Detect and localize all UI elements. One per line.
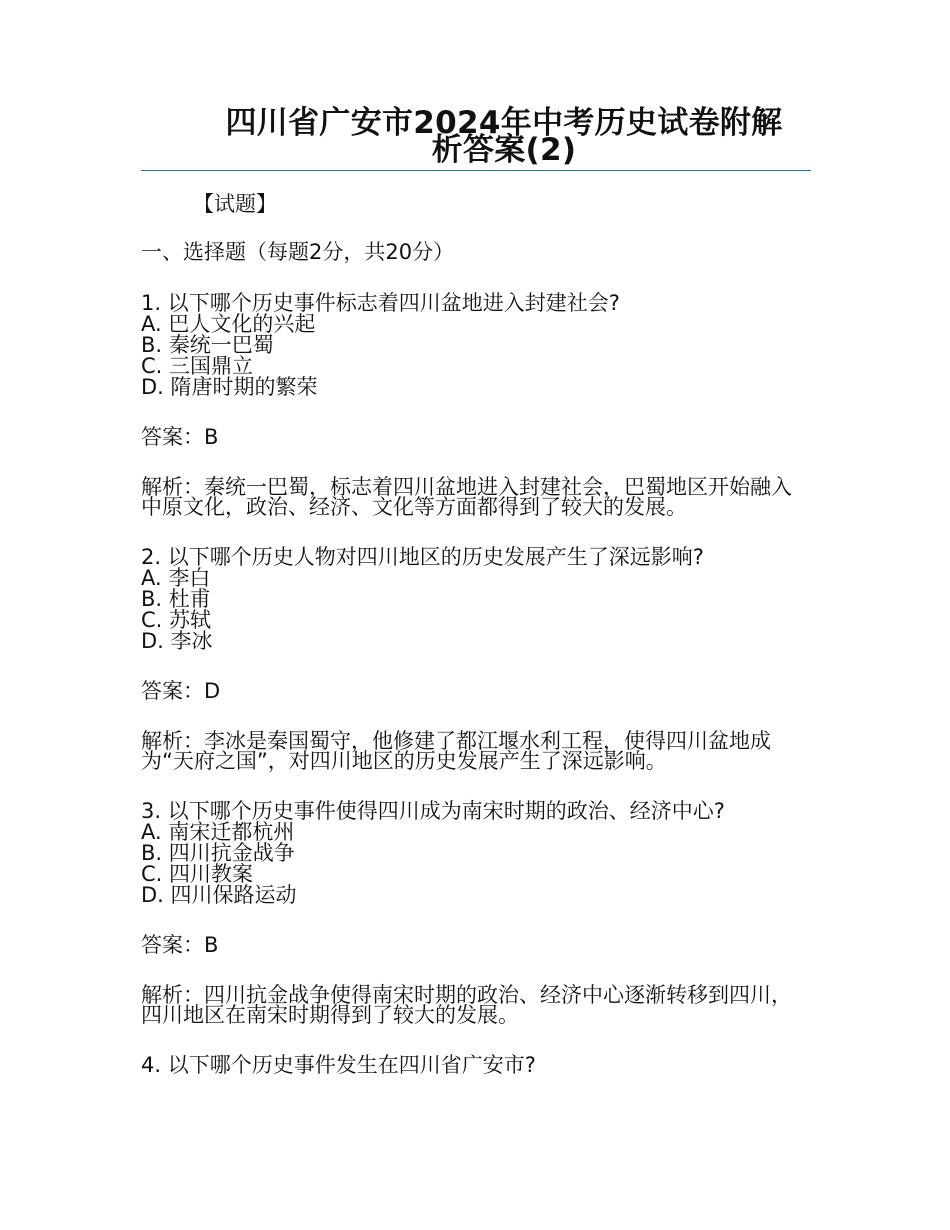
question-text: 1. 以下哪个历史事件标志着四川盆地进入封建社会? bbox=[141, 291, 620, 315]
title-underline bbox=[141, 170, 811, 171]
question-4 bbox=[141, 1055, 811, 1076]
section-heading: 一、选择题（每题2分，共20分） bbox=[141, 240, 455, 264]
option-a: A. 李白 bbox=[141, 566, 211, 590]
option-a: A. 巴人文化的兴起 bbox=[141, 312, 316, 336]
title-line-2: 析答案(2) bbox=[431, 132, 577, 168]
question-text: 4. 以下哪个历史事件发生在四川省广安市? bbox=[141, 1053, 536, 1077]
explanation-2: 解析：李冰是秦国蜀守，他修建了都江堰水利工程，使得四川盆地成为“天府之国”，对四川地区的历史发展产生了深远影响。 bbox=[141, 729, 771, 773]
question-3 bbox=[141, 801, 811, 906]
explanation-1: 解析：秦统一巴蜀，标志着四川盆地进入封建社会，巴蜀地区开始融入中原文化，政治、经济、文化等方面都得到了较大的发展。 bbox=[141, 475, 792, 519]
option-b: B. 杜甫 bbox=[141, 587, 211, 611]
answer-2: 答案：D bbox=[141, 679, 221, 703]
option-c: C. 四川教案 bbox=[141, 862, 254, 886]
option-d: D. 四川保路运动 bbox=[141, 883, 297, 907]
document-page bbox=[141, 100, 811, 1076]
option-c: C. 苏轼 bbox=[141, 608, 212, 632]
option-b: B. 四川抗金战争 bbox=[141, 841, 295, 865]
answer-3: 答案：B bbox=[141, 933, 219, 957]
option-b: B. 秦统一巴蜀 bbox=[141, 333, 274, 357]
option-c: C. 三国鼎立 bbox=[141, 354, 254, 378]
question-text: 3. 以下哪个历史事件使得四川成为南宋时期的政治、经济中心? bbox=[141, 799, 725, 823]
explanation-3: 解析：四川抗金战争使得南宋时期的政治、经济中心逐渐转移到四川，四川地区在南宋时期得到了较大的发展。 bbox=[141, 983, 792, 1027]
answer-1: 答案：B bbox=[141, 425, 219, 449]
section-label: 【试题】 bbox=[193, 192, 277, 216]
question-text: 2. 以下哪个历史人物对四川地区的历史发展产生了深远影响? bbox=[141, 545, 704, 569]
option-a: A. 南宋迁都杭州 bbox=[141, 820, 295, 844]
option-d: D. 隋唐时期的繁荣 bbox=[141, 375, 318, 399]
question-2 bbox=[141, 547, 811, 652]
question-1 bbox=[141, 293, 811, 398]
option-d: D. 李冰 bbox=[141, 629, 213, 653]
title-line-1: 四川省广安市2024年中考历史试卷附解 bbox=[225, 105, 783, 141]
document-title bbox=[141, 105, 811, 168]
